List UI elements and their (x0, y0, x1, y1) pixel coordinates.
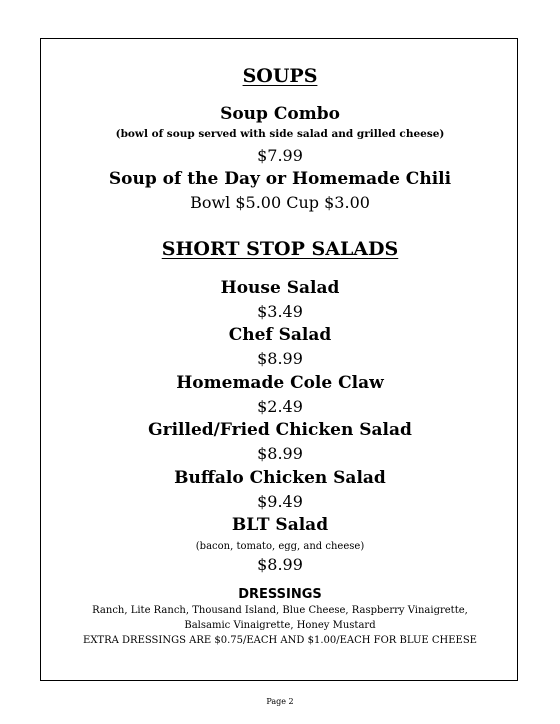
salad-price: $2.49 (257, 397, 303, 416)
soup-of-day-price: Bowl $5.00 Cup $3.00 (190, 193, 370, 212)
salads-heading: SHORT STOP SALADS (161, 238, 399, 260)
soups-heading: SOUPS (242, 65, 318, 87)
salad-name: Chef Salad (228, 325, 332, 345)
salad-price: $8.99 (257, 555, 303, 574)
dressings-line-2: Balsamic Vinaigrette, Honey Mustard (184, 620, 376, 631)
blt-salad-description: (bacon, tomato, egg, and cheese) (195, 541, 365, 552)
salad-name: House Salad (220, 278, 340, 298)
page-number: Page 2 (266, 697, 294, 706)
salad-name: Homemade Cole Claw (176, 373, 384, 393)
salad-name: BLT Salad (231, 515, 329, 535)
salad-price: $8.99 (257, 444, 303, 463)
dressings-line-1: Ranch, Lite Ranch, Thousand Island, Blue Cheese, Raspberry Vinaigrette, (92, 605, 468, 616)
soup-of-day-name: Soup of the Day or Homemade Chili (108, 169, 452, 189)
soup-combo-description: (bowl of soup served with side salad and grilled cheese) (115, 128, 445, 140)
salad-name: Buffalo Chicken Salad (174, 468, 386, 488)
salad-price: $9.49 (257, 492, 303, 511)
extra-dressings-note: EXTRA DRESSINGS ARE $0.75/EACH AND $1.00/EACH FOR BLUE CHEESE (83, 635, 477, 646)
soup-combo-name: Soup Combo (220, 104, 340, 124)
soup-combo-price: $7.99 (257, 146, 303, 165)
dressings-heading: DRESSINGS (238, 587, 322, 602)
salad-price: $8.99 (257, 349, 303, 368)
salad-price: $3.49 (257, 302, 303, 321)
salad-name: Grilled/Fried Chicken Salad (148, 420, 412, 440)
